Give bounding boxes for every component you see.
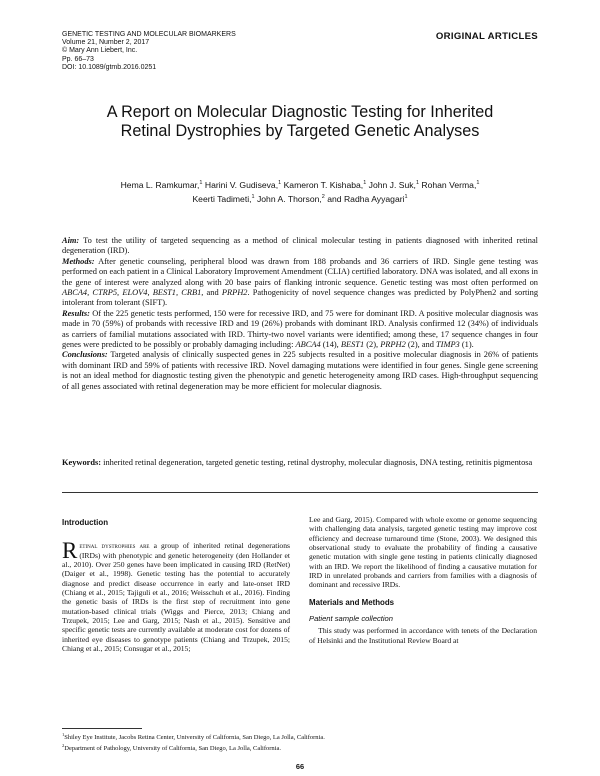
footnote-divider [62, 728, 142, 729]
abstract-divider [62, 492, 538, 493]
results-gene: ABCA4 [295, 340, 321, 350]
journal-header [62, 31, 236, 72]
author-affiliation: 1 [476, 180, 480, 186]
intro-paragraph [62, 538, 290, 654]
footnote-text: Shiley Eye Institute, Jacobs Retina Center, University of California, San Diego, La Jolla, California. [64, 734, 325, 742]
footnote [62, 731, 325, 742]
aim-label: Aim: [62, 236, 80, 245]
journal-volume: Volume 21, Number 2, 2017 [62, 39, 150, 47]
intro-smallcaps: etinal dystrophies are [79, 541, 150, 551]
journal-pages: Pp. 66–73 [62, 55, 94, 63]
author-affiliation: 1 [251, 194, 255, 201]
results-count: (14), [322, 340, 339, 350]
author-line-1 [60, 177, 540, 191]
author: Rohan Verma, [421, 179, 477, 190]
title-line-1: A Report on Molecular Diagnostic Testing for Inherited [106, 103, 494, 121]
right-column [309, 515, 537, 645]
author-affiliation: 1 [199, 180, 203, 186]
author: Keerti Tadimeti, [192, 194, 252, 205]
aim-text: To test the utility of targeted sequencing as a method of clinical molecular testing in patients diagnosed with inherited retinal degeneration (IRD). [62, 236, 538, 256]
section-label: ORIGINAL ARTICLES [435, 31, 538, 42]
footnote [62, 742, 325, 753]
results-count: (2), [366, 340, 379, 350]
results-label: Results: [62, 308, 90, 318]
intro-text: a group of inherited retinal degenerations (IRDs) with phenotypic and genetic heterogeneity (den Hollander et al., 2010). Over 250 genes have been implicated in causing IRD (RetNet) (Daiger et al., 1998). Genetic testing has the potential to accurately diagnose and predict disease occurrence in early and late-onset IRD (Chiang et al., 2015; Tajiguli et al., 2016; Weisschuh et al., 2016). Finding the genetic basis of IRDs is the first step of recruitment into gene mutation-based clinical trials (Wiggs and Pierce, 2013; Chiang and Trzupek, 2015; Lee and Garg, 2015; Nash et al., 2015). Sensitive and specific genetic tests are currently available at moderate cost for dozens of inherited eye diseases to genotype patients (Chiang and Trzupek, 2015; Chiang et al., 2015; Consugar et al., 2015; [62, 541, 290, 654]
intro-heading: Introduction [62, 518, 109, 527]
abstract-aim [62, 236, 538, 257]
footnote-text: Department of Pathology, University of California, San Diego, La Jolla, California. [64, 745, 281, 753]
methods-gene-last: PRPH2 [221, 288, 248, 298]
results-text: Of the 225 genetic tests performed, 150 were for recessive IRD, and 75 were for dominant IRD. A positive molecular diagnosis was made in 70 (59%) of probands with recessive IRD and 19 (26%) probands with dominant IRD. Analysis confirmed 12 (34%) of individuals as carriers of familial mutations associated with IRD. Thirty-two novel variants were identified; among these, 17 sequence changes in four genes were predicted to be possibly or probably damaging including: [62, 308, 538, 350]
abstract-conclusions [62, 350, 538, 392]
journal-copyright: © Mary Ann Liebert, Inc. [62, 47, 138, 55]
author: and Radha Ayyagari [327, 194, 405, 205]
author: Harini V. Gudiseva, [204, 179, 279, 190]
journal-doi: DOI: 10.1089/gtmb.2016.0251 [62, 63, 157, 71]
author: Hema L. Ramkumar, [120, 179, 200, 190]
methods-genes: ABCA4, CTRP5, ELOV4, BEST1, CRB1 [62, 288, 202, 298]
article-title [40, 103, 560, 141]
methods-and: , and [201, 288, 219, 298]
results-count: (1). [461, 340, 474, 350]
methods-heading: Materials and Methods [309, 597, 395, 607]
conclusions-text: Targeted analysis of clinically suspected genes in 225 subjects resulted in a positive molecular diagnosis in 26% of patients with dominant IRD and 59% of patients with recessive IRD. Novel damaging mutations were identified in four genes. Single gene screening is not an ideal method for diagnostic testing given the phenotypic and genetic heterogeneity among IRD cases. High-throughput sequencing of all genes associated with retinal degeneration may be more efficient for molecular diagnosis. [62, 350, 538, 391]
results-count: (2), and [407, 340, 434, 350]
author-affiliation: 1 [404, 194, 408, 201]
abstract-results [62, 309, 538, 351]
author-affiliation: 2 [321, 194, 325, 201]
author-list [60, 177, 540, 206]
keywords-text: inherited retinal degeneration, targeted genetic testing, retinal dystrophy, molecular diagnosis, DNA testing, retinitis pigmentosa [103, 458, 533, 467]
title-line-2: Retinal Dystrophies by Targeted Genetic Analyses [120, 122, 480, 140]
page-number: 66 [295, 762, 305, 771]
results-gene: PRPH2 [380, 340, 406, 350]
conclusions-label: Conclusions: [62, 350, 108, 360]
intro-continued: Lee and Garg, 2015). Compared with whole exome or genome sequencing with challenging data analysis, targeted genetic testing may improve cost efficiency and decrease turnaround time (Stone, 2003). We designed this observational study to evaluate the probability of finding a causative genetic mutation with single gene testing in patients clinically diagnosed with an IRD. We report the likelihood of finding a causative mutation for IRD in unrelated probands and carriers from families with a diagnosis of dominant and recessive IRDs. [309, 515, 537, 590]
journal-name: GENETIC TESTING AND MOLECULAR BIOMARKERS [62, 31, 236, 38]
author: Kameron T. Kishaba, [283, 179, 364, 190]
footnote-mark: 2 [62, 743, 65, 749]
author-line-2 [60, 191, 540, 205]
abstract-methods [62, 257, 538, 309]
methods-text-end: . Pathogenicity of novel sequence changes was predicted by PolyPhen2 and sorting intolerant from tolerant (SIFT). [62, 288, 539, 308]
methods-body: This study was performed in accordance with tenets of the Declaration of Helsinki and the Institutional Review Board at [309, 626, 537, 645]
methods-label: Methods: [62, 256, 95, 266]
drop-cap: R [62, 538, 78, 564]
keywords [62, 458, 538, 468]
author: John A. Thorson, [256, 194, 322, 205]
author: John J. Suk, [368, 179, 416, 190]
author-affiliation: 1 [363, 180, 367, 186]
results-gene: BEST1 [340, 340, 365, 350]
subsection-heading: Patient sample collection [309, 614, 393, 624]
keywords-label: Keywords: [62, 458, 102, 467]
methods-paragraph [309, 626, 537, 645]
footnotes [62, 731, 325, 753]
left-column [62, 518, 290, 653]
footnote-mark: 1 [62, 732, 65, 737]
results-gene: TIMP3 [436, 340, 460, 350]
author-affiliation: 1 [415, 180, 419, 186]
abstract [62, 236, 538, 392]
author-affiliation: 1 [278, 180, 282, 186]
methods-text: After genetic counseling, peripheral blood was drawn from 188 probands and 36 carriers of IRD. Single gene testing was performed on each patient in a Clinical Laboratory Improvement Amendment (CLIA) certified laboratory. DNA was isolated, and all exons in the gene of interest were analyzed along with 20 base pairs of flanking intronic sequence. Genetic testing was most often performed on [62, 256, 538, 287]
